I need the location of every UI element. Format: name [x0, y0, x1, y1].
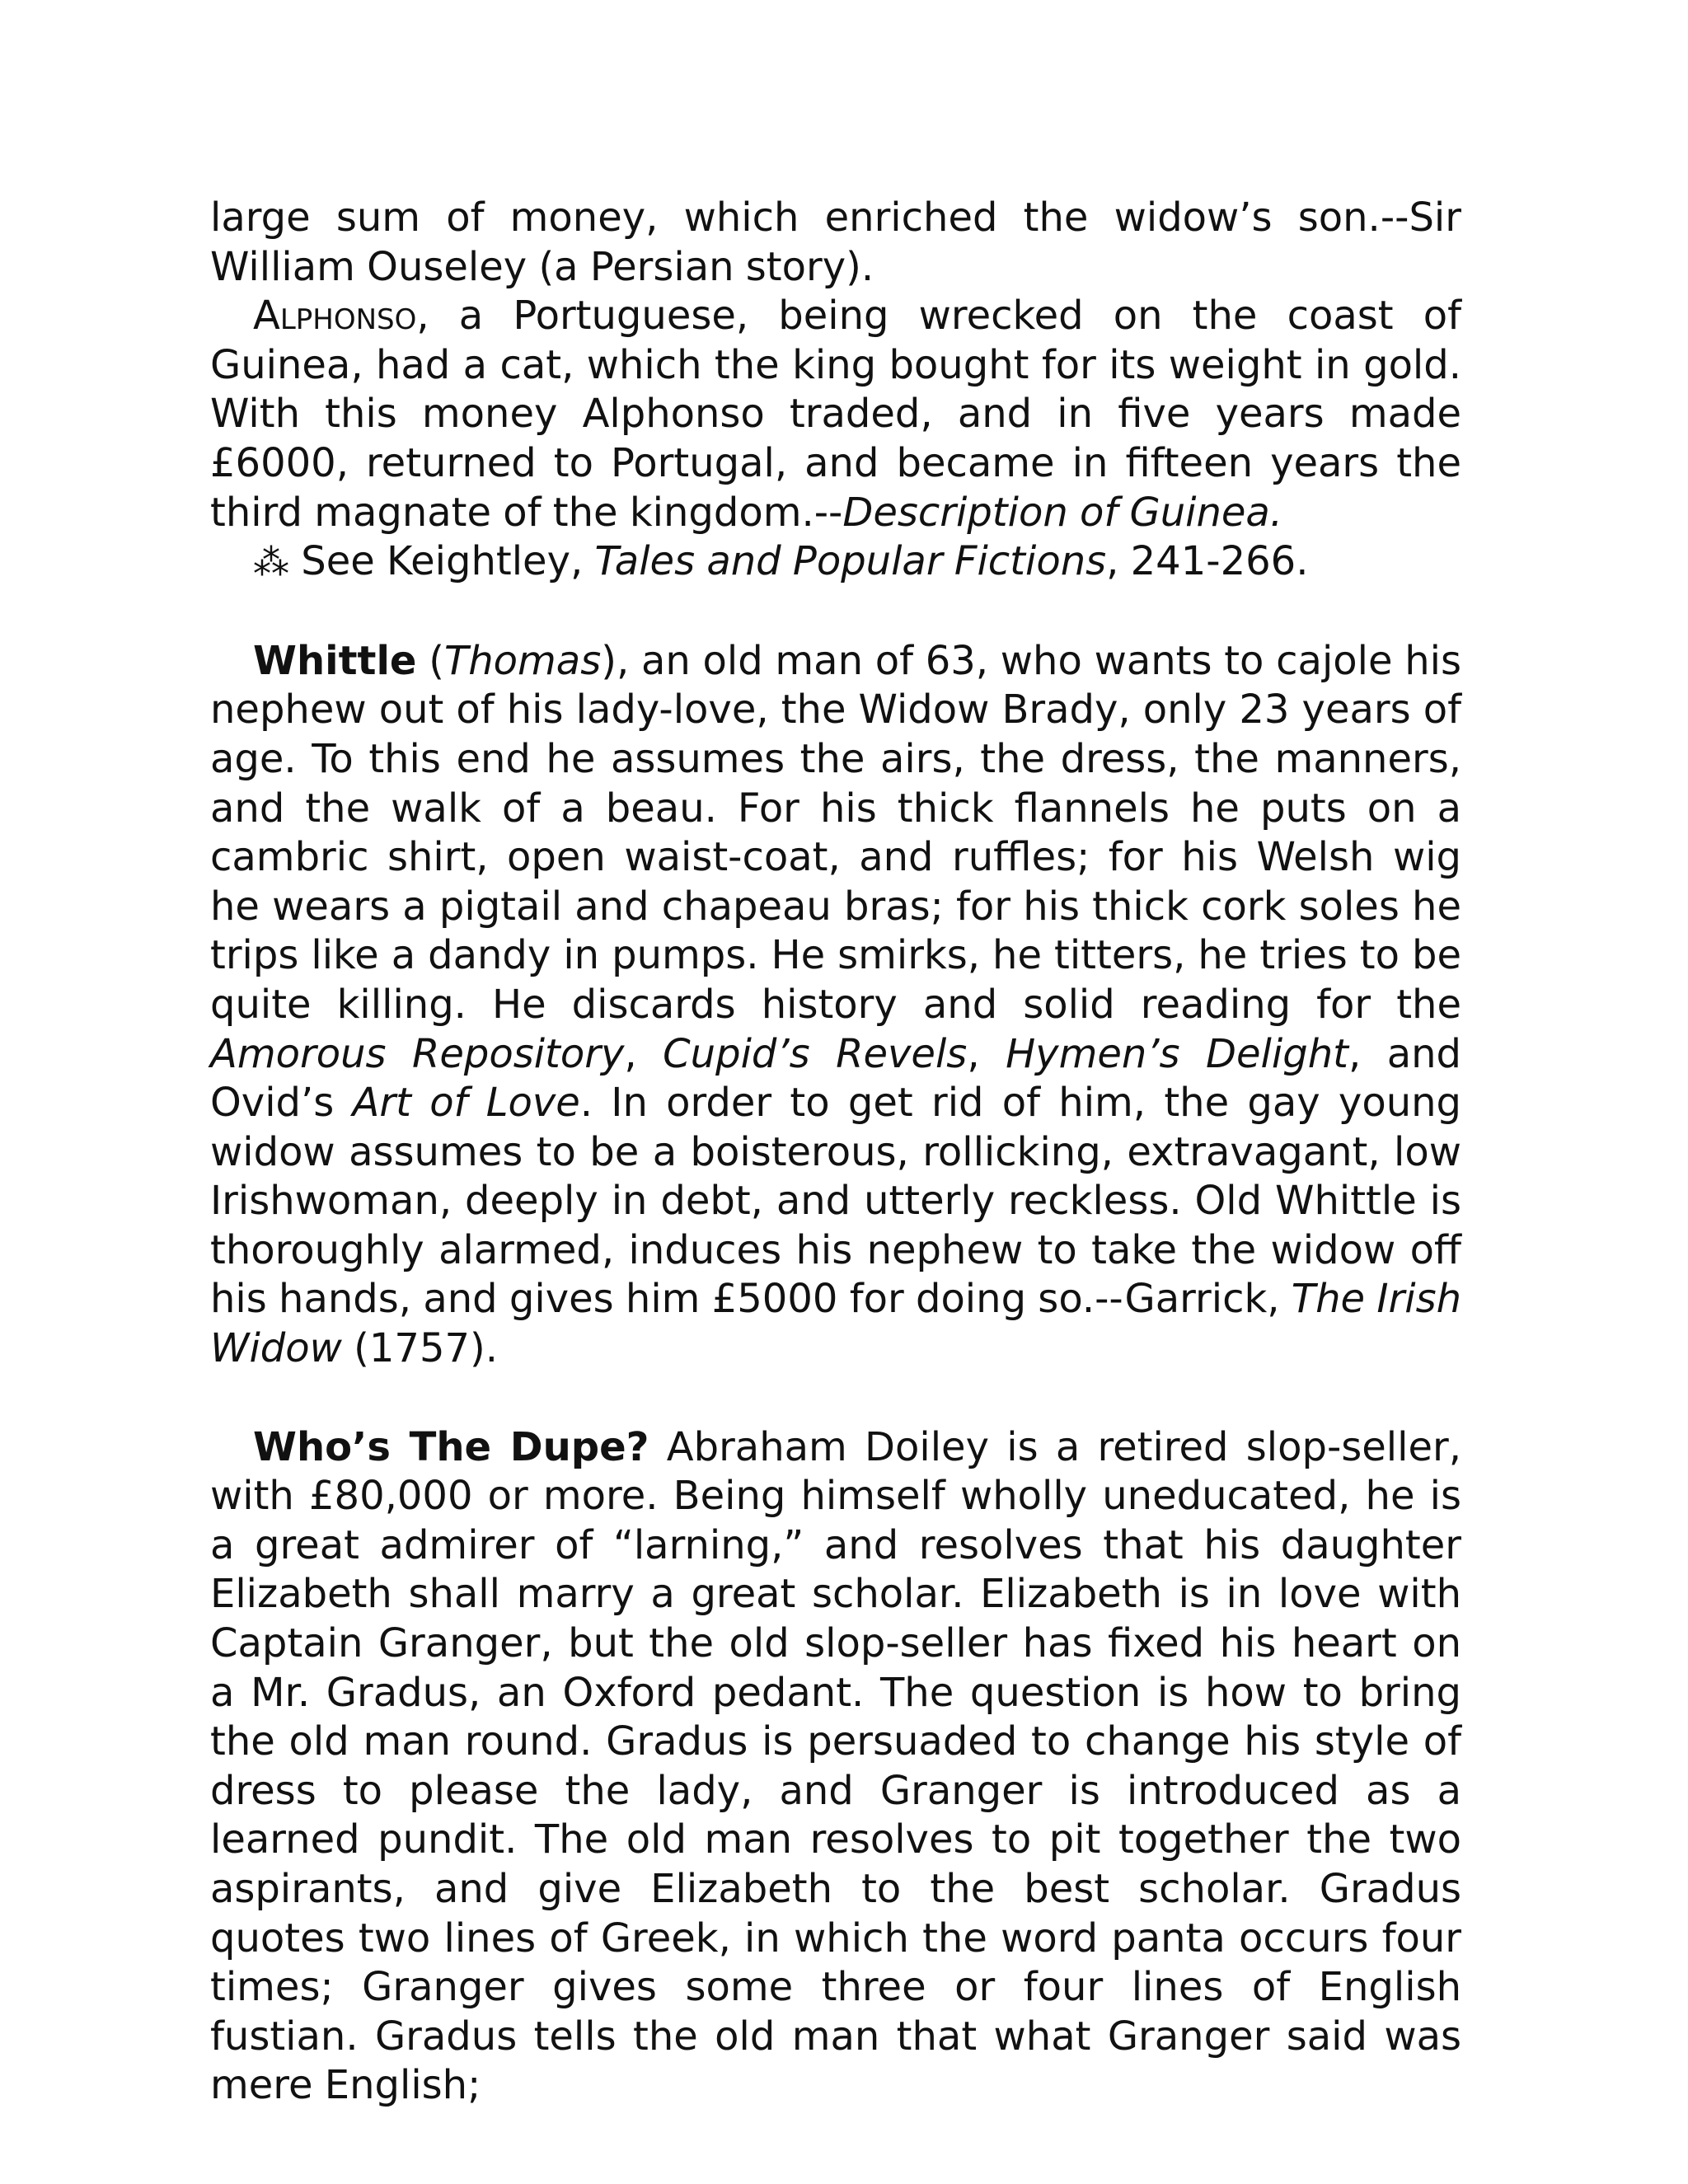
- separator: ,: [624, 1030, 663, 1077]
- work-title: Cupid’s Revels: [663, 1030, 968, 1077]
- entry-whittle: [210, 637, 1461, 1374]
- entry-text: Abraham Doiley is a retired slop-seller, with £80,000 or more. Being himself wholly uneducated, he is a great admirer of “larning,” and resolves that his daughter Elizabeth shall marry a great scholar. Elizabeth is in love with Captain Granger, but the old slop-seller has fixed his heart on a Mr. Gradus, an Oxford pedant. The question is how to bring the old man round. Gradus is persuaded to change his style of dress to please the lady, and Granger is introduced as a learned pundit. The old man resolves to pit together the two aspirants, and give Elizabeth to the best scholar. Gradus quotes two lines of Greek, in which the word panta occurs four times; Granger gives some three or four lines of English fustian. Gradus tells the old man that what Granger said was mere English;: [210, 1423, 1461, 2109]
- work-title: The Irish Widow: [210, 1276, 1462, 1372]
- asterism-icon: ⁂: [253, 541, 289, 584]
- book-title: Tales and Popular Fictions: [594, 538, 1107, 585]
- work-title: Art of Love: [352, 1080, 580, 1127]
- entry-text: . In order to get rid of him, the gay young widow assumes to be a boisterous, rollicking, extravagant, low Irishwoman, deeply in debt, and utterly reckless. Old Whittle is thoroughly alarmed, induces his nephew to take the widow off his hands, and gives him £5000 for doing so.--Garrick,: [210, 1080, 1462, 1323]
- paragraph-see-also: [210, 537, 1461, 588]
- first-name: Thomas: [443, 637, 602, 684]
- page-range: , 241-266.: [1106, 538, 1309, 585]
- entry-text: (1757).: [341, 1325, 499, 1372]
- paragraph-alphonso: [210, 292, 1461, 537]
- entry-heading: Who’s The Dupe?: [253, 1423, 649, 1470]
- entry-text: , and Ovid’s: [210, 1030, 1462, 1127]
- paragraph-text: , a Portuguese, being wrecked on the coast of Guinea, had a cat, which the king bought for its weight in gold. With this money Alphonso traded, and in five years made £6000, returned to Portugal, and became in fifteen years the third magnate of the kingdom.--: [210, 293, 1461, 536]
- see-text: See Keightley,: [289, 538, 595, 585]
- entry-whos-the-dupe: [210, 1423, 1461, 2111]
- paragraph-text: large sum of money, which enriched the widow’s son.--Sir William Ouseley (a Persian story).: [210, 194, 1461, 290]
- work-title: Amorous Repository: [210, 1030, 625, 1077]
- entry-text: ), an old man of 63, who wants to cajole his nephew out of his lady-love, the Widow Brady, only 23 years of age. To this end he assumes the airs, the dress, the manners, and the walk of a beau. For his thick flannels he puts on a cambric shirt, open waist-coat, and ruffles; for his Welsh wig he wears a pigtail and chapeau bras; for his thick cork soles he trips like a dandy in pumps. He smirks, he titters, he tries to be quite killing. He discards history and solid reading for the: [210, 637, 1462, 1028]
- entry-name: Alphonso: [253, 293, 417, 340]
- separator: ,: [967, 1030, 1006, 1077]
- work-title: Hymen’s Delight: [1006, 1030, 1348, 1077]
- entry-heading: Whittle: [253, 637, 417, 684]
- paren-open: (: [416, 637, 444, 684]
- page-body: [210, 194, 1461, 2111]
- paragraph-persian-story: [210, 194, 1461, 292]
- source-title: Description of Guinea.: [842, 489, 1283, 536]
